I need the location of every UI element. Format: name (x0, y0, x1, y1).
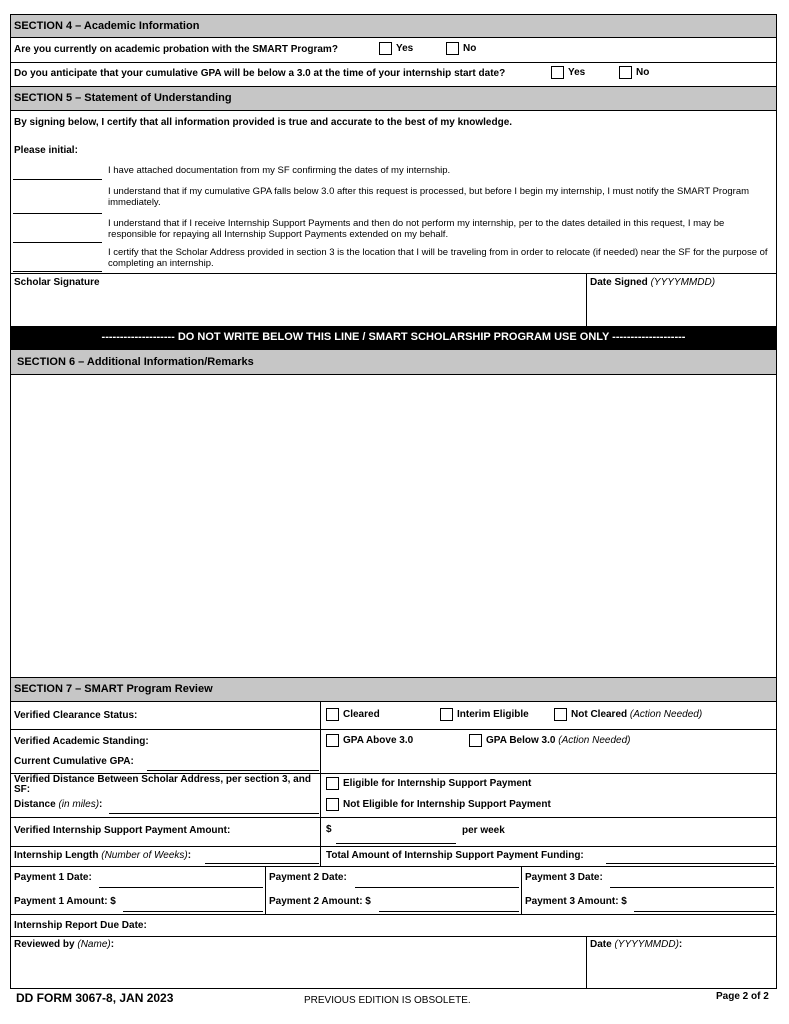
total-field[interactable] (606, 863, 774, 864)
interim-eligible-option[interactable]: Interim Eligible (440, 708, 529, 721)
payment1-date-field[interactable] (99, 887, 263, 888)
divider (11, 817, 776, 818)
gpa-above-option[interactable]: GPA Above 3.0 (326, 734, 413, 747)
checkbox[interactable] (379, 42, 392, 55)
divider (265, 866, 266, 914)
form-page (10, 14, 777, 989)
divider (11, 914, 776, 915)
statement-3: I understand that if I receive Internship Support Payments and then do not perform my internship, per to the dates detailed in this request, I may be responsible for repaying all Internship Support Payments extended on my behalf. (108, 218, 725, 240)
payment-amount-field[interactable] (336, 843, 456, 844)
checkbox[interactable] (440, 708, 453, 721)
remarks-field[interactable] (11, 376, 776, 677)
checkbox[interactable] (469, 734, 482, 747)
initial-line-1[interactable] (13, 179, 102, 180)
eligible-option[interactable]: Eligible for Internship Support Payment (326, 777, 531, 790)
payment2-amount-field[interactable] (379, 911, 519, 912)
total-label: Total Amount of Internship Support Payment Funding: (326, 850, 584, 861)
divider (11, 729, 776, 730)
checkbox[interactable] (446, 42, 459, 55)
divider (11, 273, 776, 274)
payment2-date-label: Payment 2 Date: (269, 872, 347, 883)
checkbox[interactable] (554, 708, 567, 721)
payment2-amount-label: Payment 2 Amount: $ (269, 896, 371, 907)
current-gpa-label: Current Cumulative GPA: (14, 756, 134, 767)
statement-4: I certify that the Scholar Address provided in section 3 is the location that I will be traveling from in order to relocate (if needed) near the SF for the purpose of completing an internship. (108, 247, 768, 269)
not-eligible-option[interactable]: Not Eligible for Internship Support Payment (326, 798, 551, 811)
initial-line-4[interactable] (13, 271, 102, 272)
checkbox[interactable] (326, 798, 339, 811)
section5-header: SECTION 5 – Statement of Understanding (11, 86, 776, 111)
not-cleared-option[interactable]: Not Cleared (Action Needed) (554, 708, 702, 721)
cleared-option[interactable]: Cleared (326, 708, 380, 721)
distance-label: Verified Distance Between Scholar Address, per section 3, and SF: (14, 774, 311, 795)
payment1-amount-field[interactable] (123, 911, 263, 912)
date-signed-label: Date Signed (YYYYMMDD) (590, 277, 716, 288)
payment2-date-field[interactable] (355, 887, 519, 888)
gpa-no[interactable]: No (619, 66, 649, 79)
report-due-label: Internship Report Due Date: (14, 920, 147, 931)
reviewed-by-label: Reviewed by (Name): (14, 939, 115, 950)
divider (11, 936, 776, 937)
review-date-label: Date (YYYYMMDD): (590, 939, 683, 950)
divider (11, 846, 776, 847)
dollar-sign: $ (326, 824, 332, 835)
initial-line-2[interactable] (13, 213, 102, 214)
payment-amount-label: Verified Internship Support Payment Amount: (14, 825, 231, 836)
statement-1: I have attached documentation from my SF confirming the dates of my internship. (108, 165, 451, 176)
divider (521, 866, 522, 914)
checkbox[interactable] (619, 66, 632, 79)
review-date-field[interactable] (587, 951, 776, 987)
payment1-date-label: Payment 1 Date: (14, 872, 92, 883)
section4-header: SECTION 4 – Academic Information (11, 15, 776, 38)
date-signed-field[interactable] (587, 287, 777, 325)
length-label: Internship Length (Number of Weeks): (14, 850, 192, 861)
divider (320, 702, 321, 866)
scholar-signature-field[interactable] (11, 287, 586, 325)
payment3-amount-label: Payment 3 Amount: $ (525, 896, 627, 907)
section7-header: SECTION 7 – SMART Program Review (11, 677, 776, 702)
divider (11, 62, 776, 63)
form-id: DD FORM 3067-8, JAN 2023 (16, 991, 174, 1005)
please-initial: Please initial: (14, 145, 78, 156)
statement-2: I understand that if my cumulative GPA falls below 3.0 after this request is processed, but before I begin my internship, I must notify the SMART Program immediately. (108, 186, 750, 208)
payment3-amount-field[interactable] (634, 911, 774, 912)
checkbox[interactable] (326, 708, 339, 721)
reviewed-by-field[interactable] (11, 951, 586, 987)
gpa-question: Do you anticipate that your cumulative GPA will be below a 3.0 at the time of your internship start date? (14, 68, 506, 79)
section6-header: SECTION 6 – Additional Information/Remarks (11, 350, 776, 375)
per-week-label: per week (462, 825, 505, 836)
divider (11, 866, 776, 867)
gpa-yes[interactable]: Yes (551, 66, 585, 79)
distance-miles-label: Distance (in miles): (14, 799, 103, 810)
payment3-date-field[interactable] (610, 887, 774, 888)
current-gpa-field[interactable] (147, 770, 319, 771)
report-due-field[interactable] (161, 917, 771, 935)
probation-yes[interactable]: Yes (379, 42, 413, 55)
payment1-amount-label: Payment 1 Amount: $ (14, 896, 116, 907)
academic-label: Verified Academic Standing: (14, 736, 149, 747)
gpa-below-option[interactable]: GPA Below 3.0 (Action Needed) (469, 734, 631, 747)
checkbox[interactable] (551, 66, 564, 79)
length-field[interactable] (205, 863, 319, 864)
checkbox[interactable] (326, 734, 339, 747)
distance-field[interactable] (109, 813, 319, 814)
initial-line-3[interactable] (13, 242, 102, 243)
probation-no[interactable]: No (446, 42, 476, 55)
scholar-signature-label: Scholar Signature (14, 277, 100, 288)
probation-question: Are you currently on academic probation with the SMART Program? (14, 44, 338, 55)
payment3-date-label: Payment 3 Date: (525, 872, 603, 883)
do-not-write-bar: -------------------- DO NOT WRITE BELOW THIS LINE / SMART SCHOLARSHIP PROGRAM USE ONLY -------------------- (11, 326, 776, 350)
clearance-label: Verified Clearance Status: (14, 710, 138, 721)
page-number: Page 2 of 2 (716, 991, 769, 1002)
obsolete-notice: PREVIOUS EDITION IS OBSOLETE. (304, 995, 471, 1006)
certify-text: By signing below, I certify that all information provided is true and accurate to the best of my knowledge. (14, 117, 513, 128)
checkbox[interactable] (326, 777, 339, 790)
